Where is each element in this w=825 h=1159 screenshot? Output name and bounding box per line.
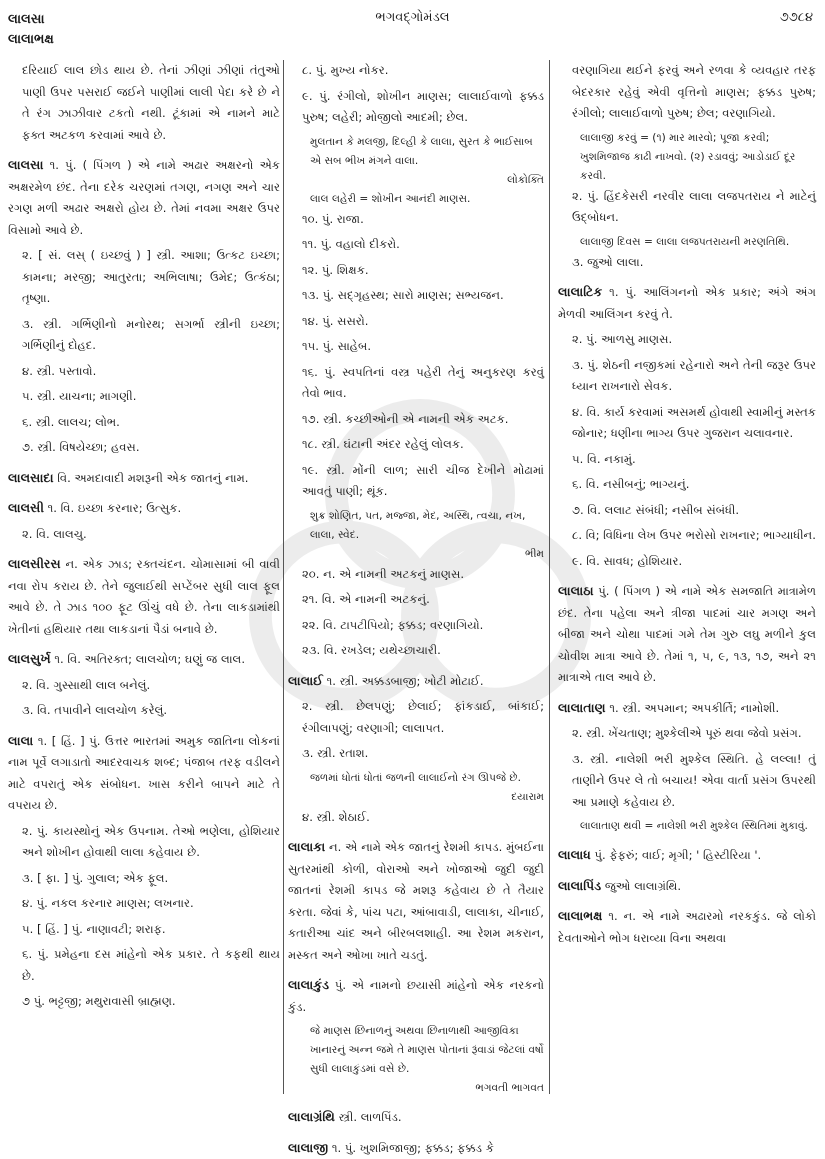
definition-text: ૩. સ્ત્રી. ગર્ભિણીનો મનોરથ; સગર્ભા સ્ત્રીની ઇચ્છા; ગર્ભિણીનું દોહદ.	[22, 317, 280, 353]
citation-quote	[558, 817, 816, 836]
entry-sense	[288, 336, 544, 358]
entry-sense	[288, 362, 544, 405]
definition-text: ૧૩. પું. સદ્ગૃહસ્થ; સારો માણસ; સભ્યજન.	[302, 288, 504, 302]
column-1	[8, 60, 280, 1100]
entry-sense	[558, 60, 816, 125]
definition-text: ૩. [ ફા. ] પું. ગુલાલ; એક ફૂલ.	[22, 871, 168, 885]
definition-text: ૧. પું. આલિંગનનો એક પ્રકાર; અંગે અંગ મેળવી આલિંગન કરવું તે.	[558, 285, 816, 321]
definition-text: ૪. સ્ત્રી. પસ્તાવો.	[22, 364, 96, 378]
dictionary-entry	[558, 281, 816, 325]
entry-sense	[8, 386, 280, 408]
definition-text: ૩. સ્ત્રી. નાલેશી ભરી મુશ્કેલ સ્થિતિ. હે લલ્લા! તું તાણીને ઉપર લે તો બચાય! એવા વાર્તા પ્રસંગ ઉપરથી આ પ્રમાણે કહેવાય છે.	[572, 752, 816, 809]
entry-sense	[8, 437, 280, 459]
headword: લાલસા	[8, 157, 43, 172]
definition-text: ૨. વિ. ગુસ્સાથી લાલ બનેલું.	[22, 678, 150, 692]
definition-text: ૧. [ હિં. ] પું. ઉત્તર ભારતમાં અમુક જાતિના લોકનાં નામ પૂર્વે લગાડાતો આદરવાચક શબ્દ; પંજાબ તરફ વડીલને માટે વપરાતું એક સંબોધન. ખાસ કરીને બાપને માટે તે વપરાય છે.	[8, 734, 280, 813]
entry-sense	[558, 723, 816, 745]
entry-sense	[288, 589, 544, 611]
definition-text: દરિયાઈ લાલ છોડ થાય છે. તેનાં ઝીણાં ઝીણાં તંતુઓ પાણી ઉપર પસરાઈ જઈને પાણીમાં લાલી પેદા કરે છે ને તે રંગ ઝાઝીવાર ટકતો નથી. ટૂંકામાં એ નામને માટે ફક્ત અટકળ કરવામાં આવે છે.	[22, 63, 280, 142]
entry-sense	[288, 696, 544, 739]
quote-source: ભગવતી ભાગવત	[310, 1079, 544, 1098]
definition-text: ૩. સ્ત્રી. રતાશ.	[302, 746, 368, 760]
definition-text: ૨. વિ. લાલચુ.	[22, 527, 87, 541]
column-divider	[283, 60, 284, 1094]
definition-text: ૧૮. સ્ત્રી. ઘંટાની અંદર રહેલું લોલક.	[302, 437, 464, 451]
definition-text: ૩. પું. શેઠની નજીકમાં રહેનારો અને તેની જરૂર ઉપર ધ્યાન રાખનારો સેવક.	[572, 358, 816, 394]
entry-sense	[558, 329, 816, 351]
definition-text: ૭. વિ. લલાટ સંબંધી; નસીબ સંબંધી.	[572, 503, 739, 517]
column-3	[558, 60, 816, 1100]
entry-sense	[288, 743, 544, 765]
column-divider	[549, 60, 550, 1094]
quote-text: શુક્ર શોણિત, પત, મજ્જા, મેદ, અસ્થિ, ત્વચા, નખ, લાલા, સ્વેદ.	[310, 507, 544, 545]
definition-text: ૧. પું. ( પિંગળ ) એ નામે અઢાર અક્ષરનો એક અક્ષરમેળ છંદ. તેના દરેક ચરણમાં તગણ, નગણ અને ચાર રગણ મળી અઢાર અક્ષરો હોય છે. તેમાં નવમા અક્ષર ઉપર વિસામો આવે છે.	[8, 158, 280, 237]
entry-sense	[8, 944, 280, 987]
entry-sense	[288, 285, 544, 307]
definition-text: ન. એ નામે એક જાતનું રેશમી કાપડ. મુંબઈના સુતરમાંથી કોળી, વોરાઓ અને ખોજાઓ જુદી જુદી જાતનાં રેશમી કાપડ જે મશરૂ કહેવાય છે તે તૈયાર કરતા. જેવાં કે, પાંચ પટા, આંબાવાડી, લાલાકા, ચીનાઈ, કતારીઆ ચાંદ અને બીરબલશાહી. આ રેશમ મકરાન, મસ્કત અને ઓખા ખાતે ચડતું.	[288, 840, 544, 962]
definition-text: ૨૧. વિ. એ નામની અટકનું.	[302, 592, 430, 606]
citation-quote	[288, 1022, 544, 1098]
definition-text: ૪. વિ. કાર્ય કરવામાં અસમર્થ હોવાથી સ્વામીનું મસ્તક જોનાર; ધણીના ભાગ્ય ઉપર ગુજરાન ચલાવનાર.	[572, 405, 816, 441]
entry-sense	[558, 252, 816, 274]
entry-sense	[288, 60, 544, 82]
definition-text: પું. એ નામનો છયાસી માંહેનો એક નરકનો કુંડ.	[288, 978, 544, 1014]
entry-sense	[8, 893, 280, 915]
quote-text: જે માણસ છિનાળનું અથવા છિનાળાથી આજીવિકા ખાનારનું અન્ન જમે તે માણસ પોતાનાં રૂંવાડાં જેટલાં વર્ષો સુધી લાલાકુંડમાં વસે છે.	[310, 1022, 544, 1079]
headword: લાલાભક્ષ	[558, 908, 602, 923]
entry-sense	[288, 640, 544, 662]
definition-text: ૧૬. પું. સ્વપતિનાં વસ્ત્ર પહેરી તેનું અનુકરણ કરવું તેવો ભાવ.	[302, 365, 544, 401]
definition-text: ૨૦. ન. એ નામની અટકનું માણસ.	[302, 567, 464, 581]
dictionary-entry	[8, 497, 280, 520]
quote-text: લાલ લહેરી = શોખીન આનંદી માણસ.	[310, 190, 544, 209]
entry-sense	[288, 260, 544, 282]
definition-text: વરણાગિયા થઈને ફરવું અને રળવા કે વ્યવહાર તરફ બેદરકાર રહેવું એવી વૃત્તિનો માણસ; ફક્કડ પુરુષ; રંગીલો; લાલાઈવાળો પુરુષ; છેલ; વરણાગિયો.	[572, 63, 816, 120]
entry-sense	[558, 186, 816, 229]
definition-text: ૫. [ હિં. ] પું. નાણાવટી; શરાફ.	[22, 922, 166, 936]
definition-text: ૮. પું. મુખ્ય નોકર.	[302, 63, 388, 77]
entry-sense	[558, 402, 816, 445]
definition-text: ૬. પું. પ્રમેહના દસ માંહેનો એક પ્રકાર. તે કફથી થાય છે.	[22, 947, 280, 983]
definition-text: ૧. સ્ત્રી. અક્કડબાજી; ખોટી મોટાઈ.	[323, 674, 484, 688]
citation-quote	[288, 190, 544, 209]
headword: લાલાપિંડ	[558, 878, 601, 893]
entry-sense	[8, 821, 280, 864]
entry-sense	[288, 434, 544, 456]
definition-text: ૯. વિ. સાવધ; હોશિયાર.	[572, 554, 682, 568]
entry-sense	[8, 919, 280, 941]
definition-text: ૨. સ્ત્રી. ખેંચતાણ; મુશ્કેલીએ પૂરું થવા જેવો પ્રસંગ.	[572, 726, 802, 740]
headword: લાલા	[8, 733, 33, 748]
entry-sense	[288, 209, 544, 231]
page-header	[0, 0, 825, 58]
entry-sense	[558, 355, 816, 398]
definition-text: ૭. સ્ત્રી. વિષયેચ્છા; હવસ.	[22, 440, 140, 454]
definition-text: ૧. વિ. ઇચ્છા કરનાર; ઉત્સુક.	[44, 501, 181, 515]
definition-text: ૮. વિ; વિધિના લેખ ઉપર ભરોસો રાખનાર; ભાગ્યાધીન.	[572, 528, 816, 542]
dictionary-entry	[558, 844, 816, 867]
definition-text: ૩. જુઓ લાલા.	[572, 255, 643, 269]
book-title: ભગવદ્ગોમંડલ	[0, 10, 825, 25]
entry-sense	[8, 868, 280, 890]
dictionary-entry	[558, 875, 816, 898]
citation-quote	[558, 233, 816, 252]
definition-text: ૩. વિ. તપાવીને લાલચોળ કરેલું.	[22, 703, 167, 717]
entry-sense	[8, 245, 280, 310]
definition-text: ૧૦. પું. રાજા.	[302, 212, 364, 226]
dictionary-entry	[558, 697, 816, 720]
definition-text: ૧૯. સ્ત્રી. મોંની લાળ; સારી ચીજ દેખીને મોઢામાં આવતું પાણી; થૂંક.	[302, 463, 544, 499]
quote-source: લોકોક્તિ	[310, 171, 544, 190]
quote-text: લાલાજી દિવસ = લાલા લજપતરાયની મરણતિથિ.	[580, 233, 816, 252]
entry-sense	[288, 234, 544, 256]
dictionary-entry	[288, 836, 544, 966]
citation-quote	[288, 133, 544, 190]
definition-text: ૧. સ્ત્રી. અપમાન; અપકીર્તિ; નામોશી.	[606, 701, 780, 715]
definition-text: ન. એક ઝાડ; રક્તચંદન. ચોમાસામાં બી વાવી નવા રોપ કરાય છે. તેને જુલાઈથી સપ્ટેંબર સુધી લાલ ફૂલ આવે છે. તે ઝાડ ૧૦૦ ફૂટ ઊંચું વધે છે. તેના લાકડામાંથી ખેતીનાં હથિયાર તથા લાકડાનાં પૈડાં બનાવે છે.	[8, 557, 280, 636]
entry-sense	[8, 361, 280, 383]
citation-quote	[288, 507, 544, 564]
entry-sense	[8, 412, 280, 434]
definition-text: ૨. સ્ત્રી. છેલપણું; છેલાઈ; ફાંકડાઈ, બાંકાઈ; રંગીલાપણું; વરણાગી; લાલાપત.	[302, 699, 544, 735]
dictionary-entry	[8, 648, 280, 671]
dictionary-entry	[558, 580, 816, 689]
definition-text: ૪. પું. નકલ કરનાર માણસ; લખનાર.	[22, 896, 194, 910]
definition-text: ૧. પું. ખુશમિજાજી; ફક્કડ; ફક્કડ કે	[328, 1141, 494, 1155]
dictionary-entry	[558, 905, 816, 949]
headword: લાલાકુંડ	[288, 977, 329, 992]
entry-sense	[288, 615, 544, 637]
entry-sense	[558, 500, 816, 522]
definition-text: ૧૪. પું. સસરો.	[302, 314, 369, 328]
headword: લાલસીરસ	[8, 556, 61, 571]
column-2	[288, 60, 544, 1100]
headword: લાલાઈ	[288, 673, 323, 688]
definition-text: પું. ફેફરું; વાઈ; મૃગી; ' હિસ્ટીરિયા '.	[591, 848, 761, 862]
headword: લાલાધ	[558, 847, 591, 862]
definition-text: ૧૨. પું. શિક્ષક.	[302, 263, 369, 277]
entry-sense	[558, 525, 816, 547]
entry-sense	[288, 807, 544, 829]
definition-text: ૨. [ સં. લસ્ ( ઇચ્છવું ) ] સ્ત્રી. આશા; ઉત્કટ ઇચ્છા; કામના; મરજી; આતુરતા; અભિલાષા; ઉમેદ; ઉત્કંઠા; તૃષ્ણા.	[22, 248, 280, 305]
citation-quote	[288, 769, 544, 807]
entry-sense	[288, 86, 544, 129]
definition-text: સ્ત્રી. લાળપિંડ.	[335, 1110, 402, 1124]
entry-sense	[288, 460, 544, 503]
definition-text: ૧૭. સ્ત્રી. કચ્છીઓની એ નામની એક અટક.	[302, 412, 508, 426]
definition-text: ૨. પું. કાયસ્થોનું એક ઉપનામ. તેઓ ભણેલા, હોશિયાર અને શોખીન હોવાથી લાલા કહેવાય છે.	[22, 824, 280, 860]
definition-text: ૬. વિ. નસીબનું; ભાગ્યનું.	[572, 477, 689, 491]
entry-sense	[558, 749, 816, 814]
quote-text: જળમાં ધોતાં ધોતાં જળની લાલાઈનો રંગ ઊપજે છે.	[310, 769, 544, 788]
definition-text: ૧. વિ. અતિરક્ત; લાલચોળ; ઘણું જ લાલ.	[51, 652, 245, 666]
quote-text: લાલાજી કરવું = (૧) માર મારવો; પૂજા કરવી; ખુશમિજાજ કાઢી નાખવો. (૨) રડાવવું; આડોડાઈ દૂર કરવી.	[580, 129, 816, 186]
entry-sense	[288, 564, 544, 586]
quote-text: મુલતાન કે મલજી, દિલ્હી કે લાલા, સુરત કે ભાઈસાબ એ સબ ભીખ મંગને વાલા.	[310, 133, 544, 171]
headword: લાલાતાણ	[558, 700, 606, 715]
definition-text: ૧. ન. એ નામે અઢારમો નરકકુંડ. જે લોકો દેવતાઓને ભોગ ધરાવ્યા વિના અથવા	[558, 909, 816, 945]
dictionary-entry	[8, 730, 280, 817]
entry-sense	[558, 551, 816, 573]
entry-sense	[8, 60, 280, 146]
page-number: ૭૭૮૪	[780, 10, 813, 25]
entry-sense	[8, 314, 280, 357]
dictionary-entry	[8, 467, 280, 490]
definition-text: ૫. સ્ત્રી. યાચના; માગણી.	[22, 389, 136, 403]
definition-text: ૨૩. વિ. રખડેલ; યથેચ્છાચારી.	[302, 643, 441, 657]
headword: લાલસી	[8, 500, 44, 515]
definition-text: ૯. પું. રંગીલો, શોખીન માણસ; લાલાઈવાળો ફક્કડ પુરુષ; લહેરી; મોજીલો આદમી; છેલ.	[302, 89, 544, 125]
headword: લાલસુર્ખ	[8, 651, 51, 666]
headword: લાલસાદા	[8, 470, 54, 485]
quote-text: લાલાતાણ થવી = નાલેશી ભરી મુશ્કેલ સ્થિતિમાં મુકાવું.	[580, 817, 816, 836]
definition-text: ૨૨. વિ. ટાપટીપિયો; ફક્કડ; વરણાગિયો.	[302, 618, 483, 632]
first-guide-word: લાલસા	[8, 10, 54, 30]
entry-sense	[288, 311, 544, 333]
definition-text: ૨. પું. હિંદકેસરી નરવીર લાલા લજપતરાય ને માટેનું ઉદ્બોધન.	[572, 189, 816, 225]
dictionary-entry	[8, 553, 280, 640]
definition-text: વિ. અમદાવાદી મશરૂની એક જાતનું નામ.	[54, 471, 249, 485]
quote-source: દયારામ	[310, 788, 544, 807]
dictionary-entry	[288, 1137, 544, 1159]
definition-text: ૬. સ્ત્રી. લાલચ; લોભ.	[22, 415, 120, 429]
definition-text: જુઓ લાલાગ્રંથિ.	[601, 879, 681, 893]
entry-sense	[8, 700, 280, 722]
headword: લાલાઠા	[558, 583, 594, 598]
dictionary-entry	[288, 974, 544, 1018]
headword: લાલાગ્રંથિ	[288, 1109, 335, 1124]
entry-sense	[8, 675, 280, 697]
quote-source: ભીમ	[310, 545, 544, 564]
entry-sense	[8, 991, 280, 1013]
dictionary-entry	[288, 670, 544, 693]
dictionary-entry	[288, 1106, 544, 1129]
entry-sense	[288, 409, 544, 431]
headword: લાલાકા	[288, 839, 325, 854]
definition-text: ૭ પું. ભટ્ટજી; મથુરાવાસી બ્રાહ્મણ.	[22, 994, 176, 1008]
definition-text: ૪. સ્ત્રી. શેઠાઈ.	[302, 810, 370, 824]
headword: લાલાજી	[288, 1140, 328, 1155]
last-guide-word: લાલાભક્ષ	[8, 30, 54, 50]
entry-sense	[8, 524, 280, 546]
definition-text: ૧૧. પું. વહાલો દીકરો.	[302, 237, 400, 251]
entry-sense	[558, 474, 816, 496]
headword: લાલાટિક	[558, 284, 602, 299]
entry-sense	[558, 449, 816, 471]
citation-quote	[558, 129, 816, 186]
definition-text: પું. ( પિંગળ ) એ નામે એક સમજાતિ માત્રામેળ છંદ. તેના પહેલા અને ત્રીજા પાદમાં ચાર મગણ અને બીજા અને ચોથા પાદમાં ગમે તેમ ગુરુ લઘુ મળીને કુલ ચોવીશ માત્રા આવે છે. તેમાં ૧, ૫, ૯, ૧૩, ૧૭, અને ૨૧ માત્રાએ તાલ આવે છે.	[558, 584, 816, 684]
definition-text: ૨. પું. આળસુ માણસ.	[572, 332, 672, 346]
dictionary-entry	[8, 154, 280, 241]
definition-text: ૧૫. પું. સાહેબ.	[302, 339, 371, 353]
definition-text: ૫. વિ. નકામું.	[572, 452, 636, 466]
